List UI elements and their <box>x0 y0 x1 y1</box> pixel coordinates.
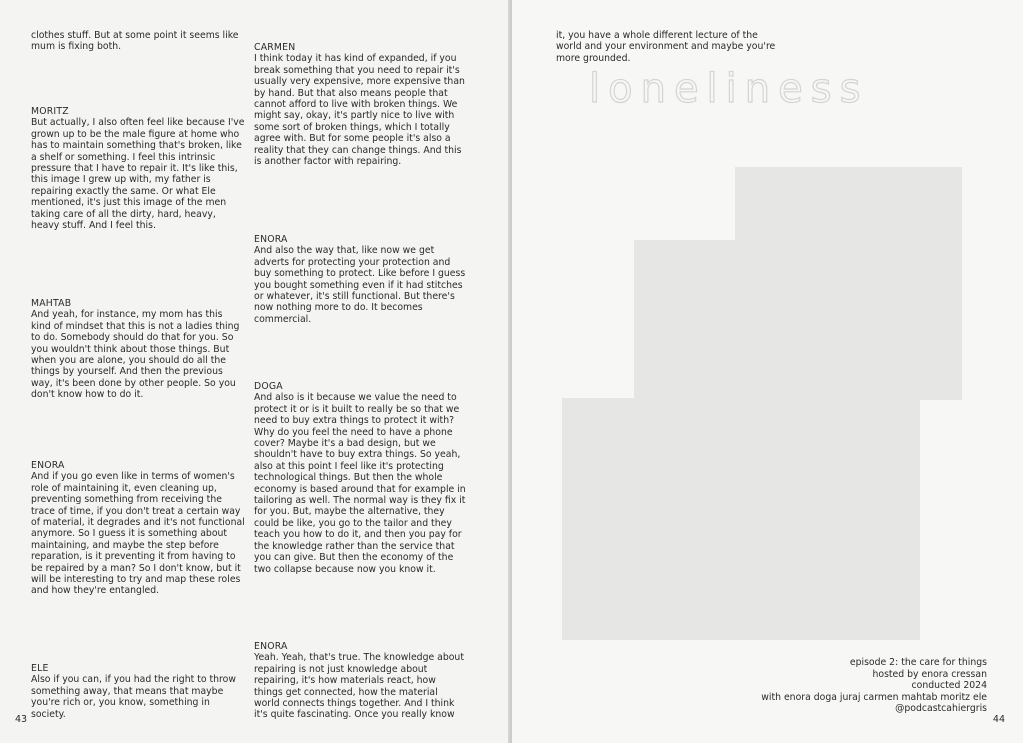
credit-line: episode 2: the care for things <box>849 657 987 668</box>
dialogue-text: I think today it has kind of expanded, if you break something that you need to repair it's usually very expensive, more expensive than by hand. But that also means people that cannot afford to live with broken things. We might say, okay, it's partly nice to live with some sort of broken things, which I totally agree with. But for some people it's also a reality that they can change things. And this is another factor with repairing. <box>254 53 465 168</box>
right-page <box>512 0 1023 743</box>
dialogue-text: And also the way that, like now we get adverts for protecting your protection and buy something to protect. Like before I guess you bought something even if it had stitches or whatever, it's still functional. But there's now nothing more to do. It becomes commercial. <box>254 245 466 325</box>
dialogue-text: Yeah. Yeah, that's true. The knowledge about repairing is not just knowledge about repairing, it's how materials react, how things get connected, how the material world connects things together. And I think it's quite fascinating. Once you really know <box>254 652 464 721</box>
dialogue-block <box>31 30 245 53</box>
dialogue-block <box>31 298 245 401</box>
dialogue-text: And yeah, for instance, my mom has this kind of mindset that this is not a ladies thing to do. Somebody should do that for you. So you wouldn't think about those things. But when you are alone, you should do all the things by yourself. And then the previous way, it's been done by other people. So you don't know how to do it. <box>31 309 240 401</box>
dialogue-text: clothes stuff. But at some point it seems like mum is fixing both. <box>31 30 239 53</box>
dialogue-text: And if you go even like in terms of women's role of maintaining it, even cleaning up, preventing something from receiving the trace of time, if you don't treat a certain way of material, it degrades and it's not functional anymore. So I guess it is something about maintaining, and maybe the step before reparation, is it preventing it from having to be repaired by a man? So I don't know, but it will be interesting to try and map these roles and how they're entangled. <box>31 471 245 597</box>
dialogue-block <box>254 234 466 325</box>
speaker-name: ENORA <box>254 234 288 245</box>
speaker-name: ELE <box>31 663 49 674</box>
credit-line: hosted by enora cressan <box>872 668 987 680</box>
speaker-name: MORITZ <box>31 106 69 117</box>
left-page <box>0 0 510 743</box>
dialogue-block <box>31 106 245 231</box>
speaker-name: ENORA <box>254 641 288 652</box>
handwritten-word: loneliness <box>589 66 869 112</box>
dialogue-block <box>31 460 245 597</box>
collage-shape <box>634 240 962 400</box>
credit-line: with enora doga juraj carmen mahtab moritz ele <box>761 691 987 703</box>
dialogue-text: And also is it because we value the need to protect it or is it built to really be so that we need to buy extra things to protect it with? Why do you feel the need to have a phone cover? Maybe it's a bad design, but we shouldn't have to buy extra things. So yeah, also at this point I feel like it's protecting technological things. But then the whole economy is based around that for example in tailoring as well. The normal way is they fix it for you. But, maybe the alternative, they could be like, you go to the tailor and they teach you how to do it, and then you pay for the knowledge rather than the service that you can give. But then the economy of the two collapse because now you know it. <box>254 392 466 575</box>
speaker-name: CARMEN <box>254 42 296 53</box>
dialogue-block <box>254 641 466 721</box>
collage-shape <box>735 167 962 243</box>
page-number-right: 44 <box>992 714 1005 725</box>
continued-text: it, you have a whole different lecture of the world and your environment and maybe you're more grounded. <box>556 30 776 64</box>
speaker-name: DOGA <box>254 381 283 392</box>
dialogue-block <box>31 663 245 720</box>
episode-credits <box>761 657 987 715</box>
dialogue-text: But actually, I also often feel like because I've grown up to be the male figure at home who has to maintain something that's broken, like a shelf or something. I feel this intrinsic pressure that I have to repair it. It's like this, this image I grew up with, my father is repairing exactly the same. Or what Ele mentioned, it's just this image of the men taking care of all the dirty, hard, heavy, heavy stuff. And I feel this. <box>31 117 245 232</box>
credit-line: @podcastcahiergris <box>895 703 987 714</box>
page-number-left: 43 <box>15 714 28 725</box>
handwritten-title <box>585 62 965 118</box>
credit-line: conducted 2024 <box>911 680 987 691</box>
dialogue-block <box>254 381 466 575</box>
collage-shape <box>562 398 920 640</box>
speaker-name: ENORA <box>31 460 65 471</box>
speaker-name: MAHTAB <box>31 298 72 309</box>
dialogue-block <box>254 42 466 167</box>
dialogue-text: Also if you can, if you had the right to throw something away, that means that maybe you're rich or, you know, something in society. <box>31 674 236 720</box>
